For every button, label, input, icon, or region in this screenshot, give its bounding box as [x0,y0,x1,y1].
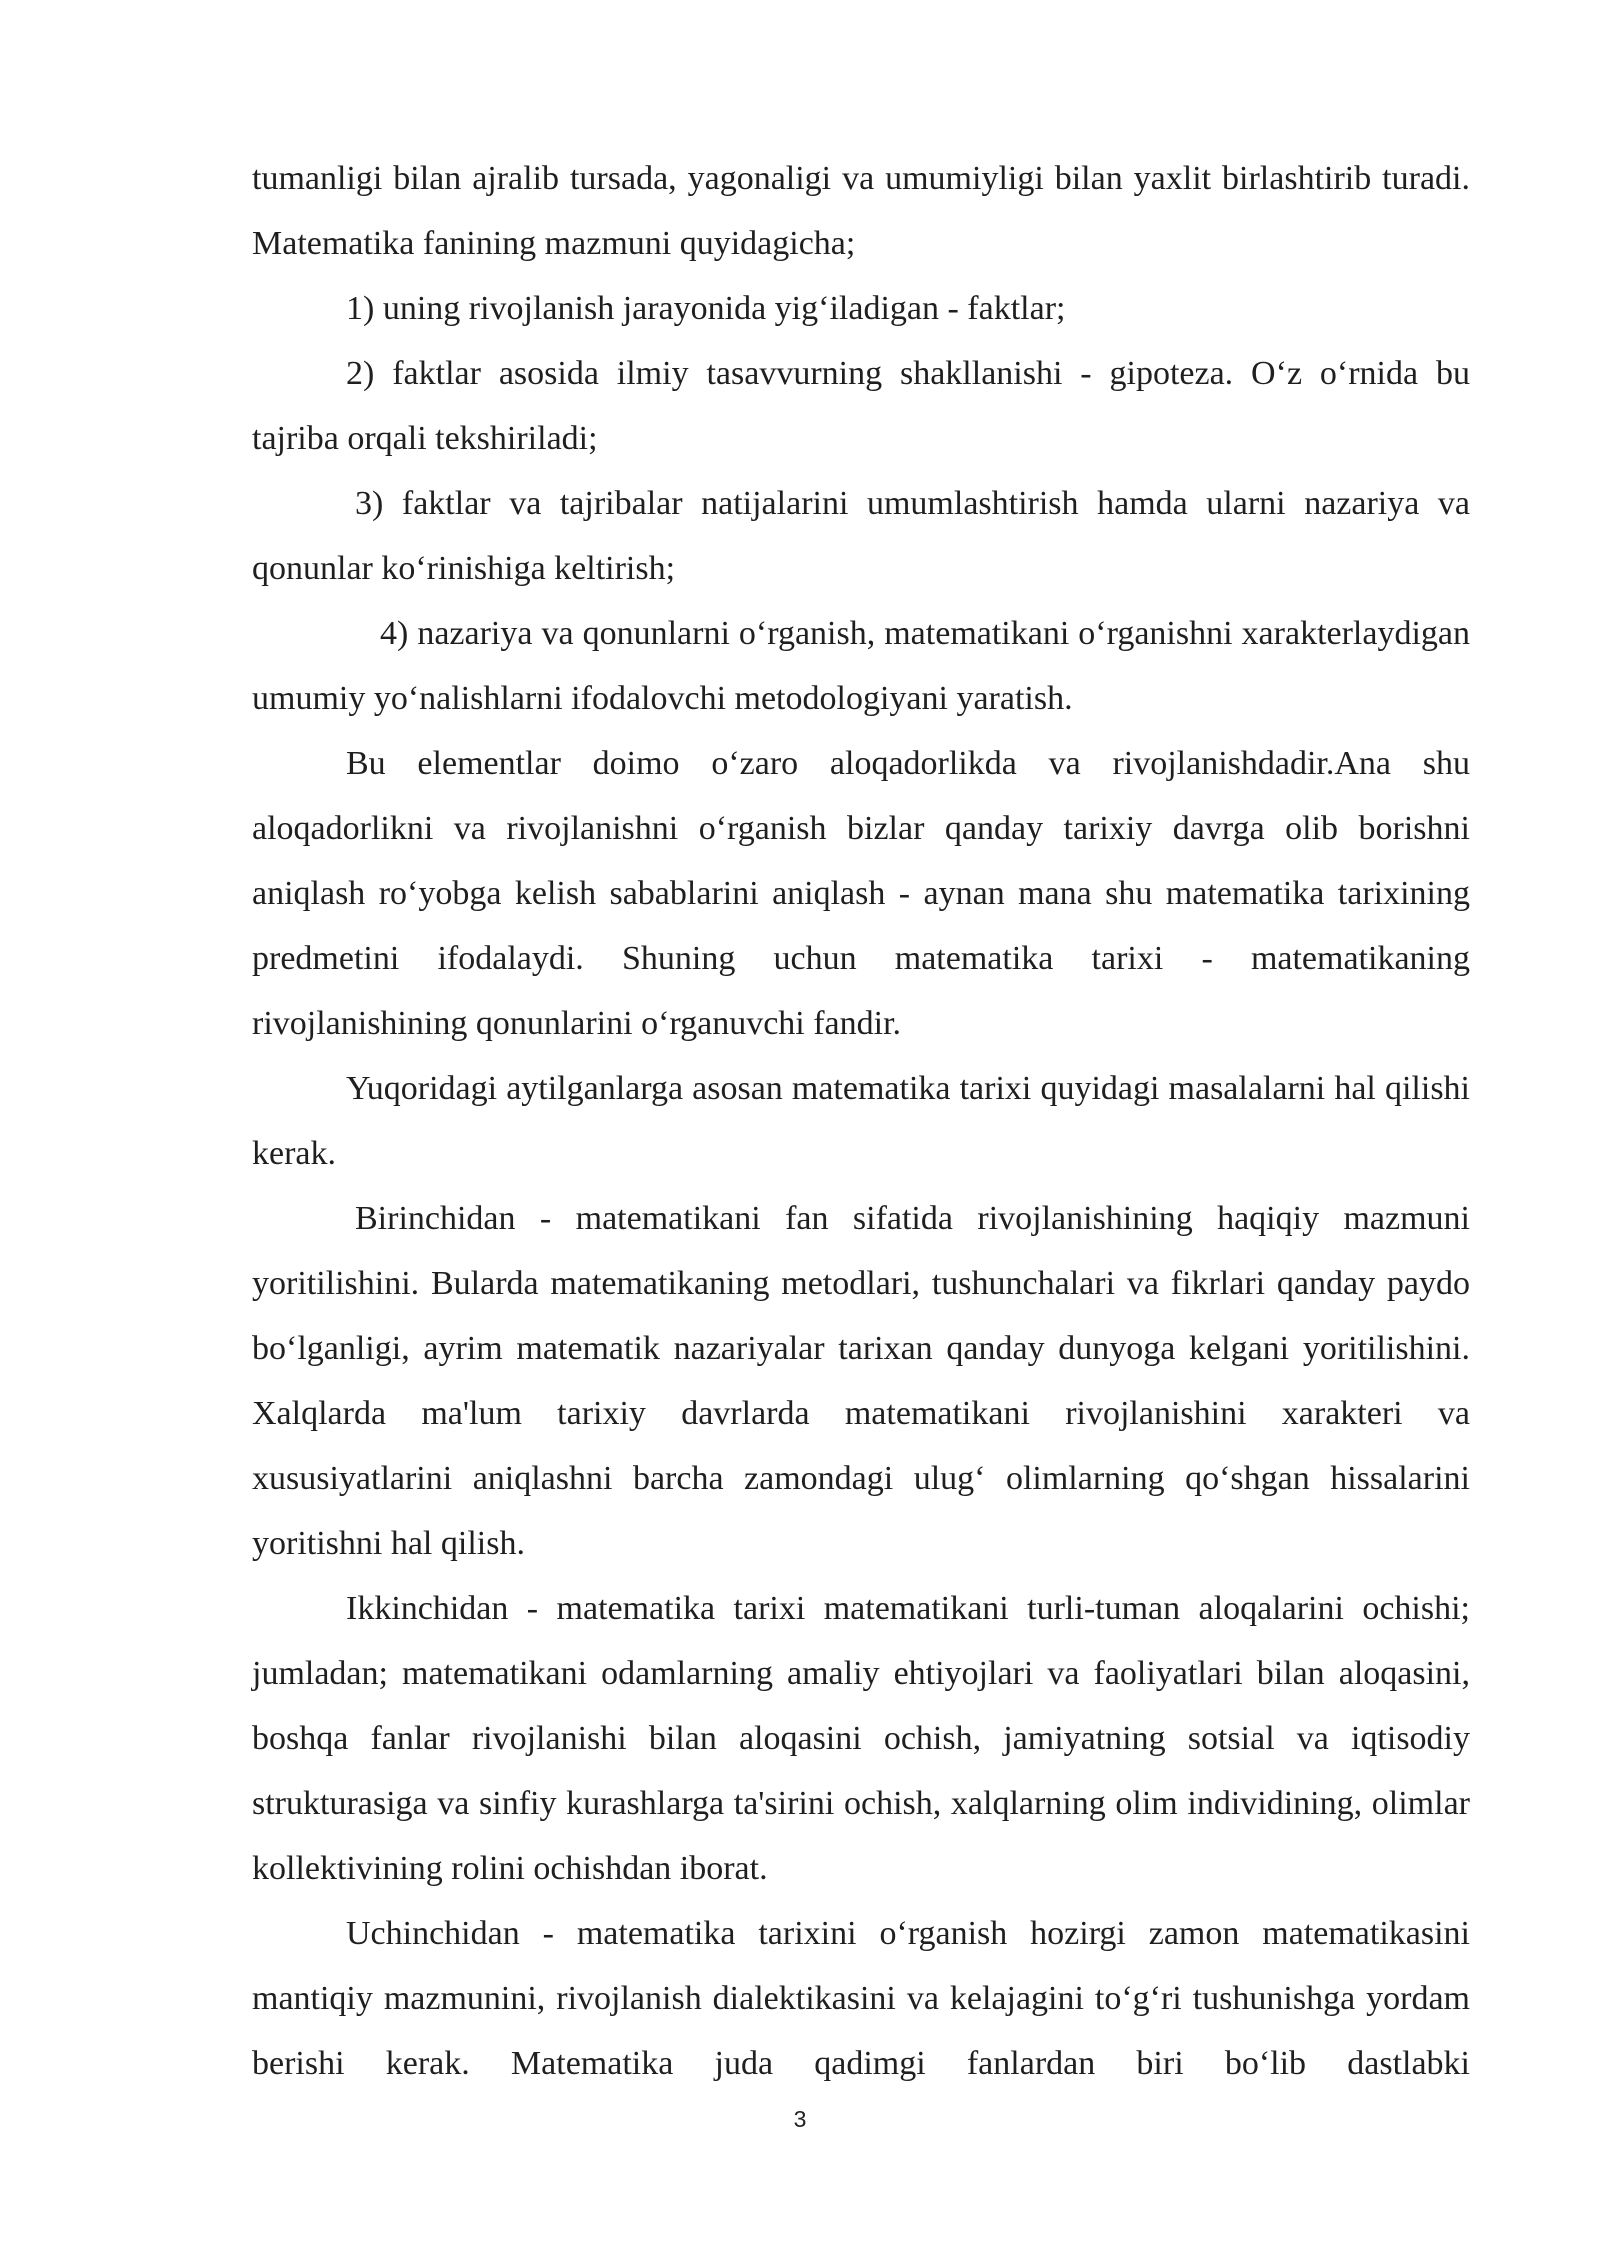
list-item-4: 4) nazariya va qonunlarni o‘rganish, matematikani o‘rganishni xarakterlaydigan umumiy yo‘nalishlarni ifodalovchi metodologiyani yaratish. [252,615,1470,717]
paragraph-first: Birinchidan - matematikani fan sifatida rivojlanishining haqiqiy mazmuni yoritilishini. Bularda matematikaning metodlari, tushunchalari va fikrlari qanday paydo bo‘lganligi, ayrim matematik nazariyalar tarixan qanday dunyoga kelgani yoritilishini. Xalqlarda ma'lum tarixiy davrlarda matematikani rivojlanishini xarakteri va xususiyatlarini aniqlashni barcha zamondagi ulug‘ olimlarning qo‘shgan hissalarini yoritishni hal qilish. [252,1200,1470,1562]
paragraph-elements: Bu elementlar doimo o‘zaro aloqadorlikda va rivojlanishdadir.Ana shu aloqadorlikni va rivojlanishni o‘rganish bizlar qanday tarixiy davrga olib borishni aniqlash ro‘yobga kelish sabablarini aniqlash - aynan mana shu matematika tarixining predmetini ifodalaydi. Shuning uchun matematika tarixi - matematikaning rivojlanishining qonunlarini o‘rganuvchi fandir. [252,745,1470,1042]
paragraph-tasks-intro: Yuqoridagi aytilganlarga asosan matematika tarixi quyidagi masalalarni hal qilishi kerak. [252,1070,1470,1172]
page-number: 3 [793,2106,807,2132]
list-item-3: 3) faktlar va tajribalar natijalarini umumlashtirish hamda ularni nazariya va qonunlar ko‘rinishiga keltirish; [252,485,1470,587]
list-item-1: 1) uning rivojlanish jarayonida yig‘iladigan - faktlar; [346,290,1066,327]
paragraph-continuation: tumanligi bilan ajralib tursada, yagonaligi va umumiyligi bilan yaxlit birlashtirib turadi. Matematika fanining mazmuni quyidagicha; [252,160,1470,262]
paragraph-third: Uchinchidan - matematika tarixini o‘rganish hozirgi zamon matematikasini mantiqiy mazmunini, rivojlanish dialektikasini va kelajagini to‘g‘ri tushunishga yordam berishi kerak. Matematika juda qadimgi fanlardan biri bo‘lib dastlabki [252,1915,1470,2082]
paragraph-second: Ikkinchidan - matematika tarixi matematikani turli-tuman aloqalarini ochishi; jumladan; matematikani odamlarning amaliy ehtiyojlari va faoliyatlari bilan aloqasini, boshqa fanlar rivojlanishi bilan aloqasini ochish, jamiyatning sotsial va iqtisodiy strukturasiga va sinfiy kurashlarga ta'sirini ochish, xalqlarning olim individining, olimlar kollektivining rolini ochishdan iborat. [252,1590,1470,1887]
body-text [252,146,1470,2096]
list-item-2: 2) faktlar asosida ilmiy tasavvurning shakllanishi - gipoteza. O‘z o‘rnida bu tajriba orqali tekshiriladi; [252,355,1470,457]
